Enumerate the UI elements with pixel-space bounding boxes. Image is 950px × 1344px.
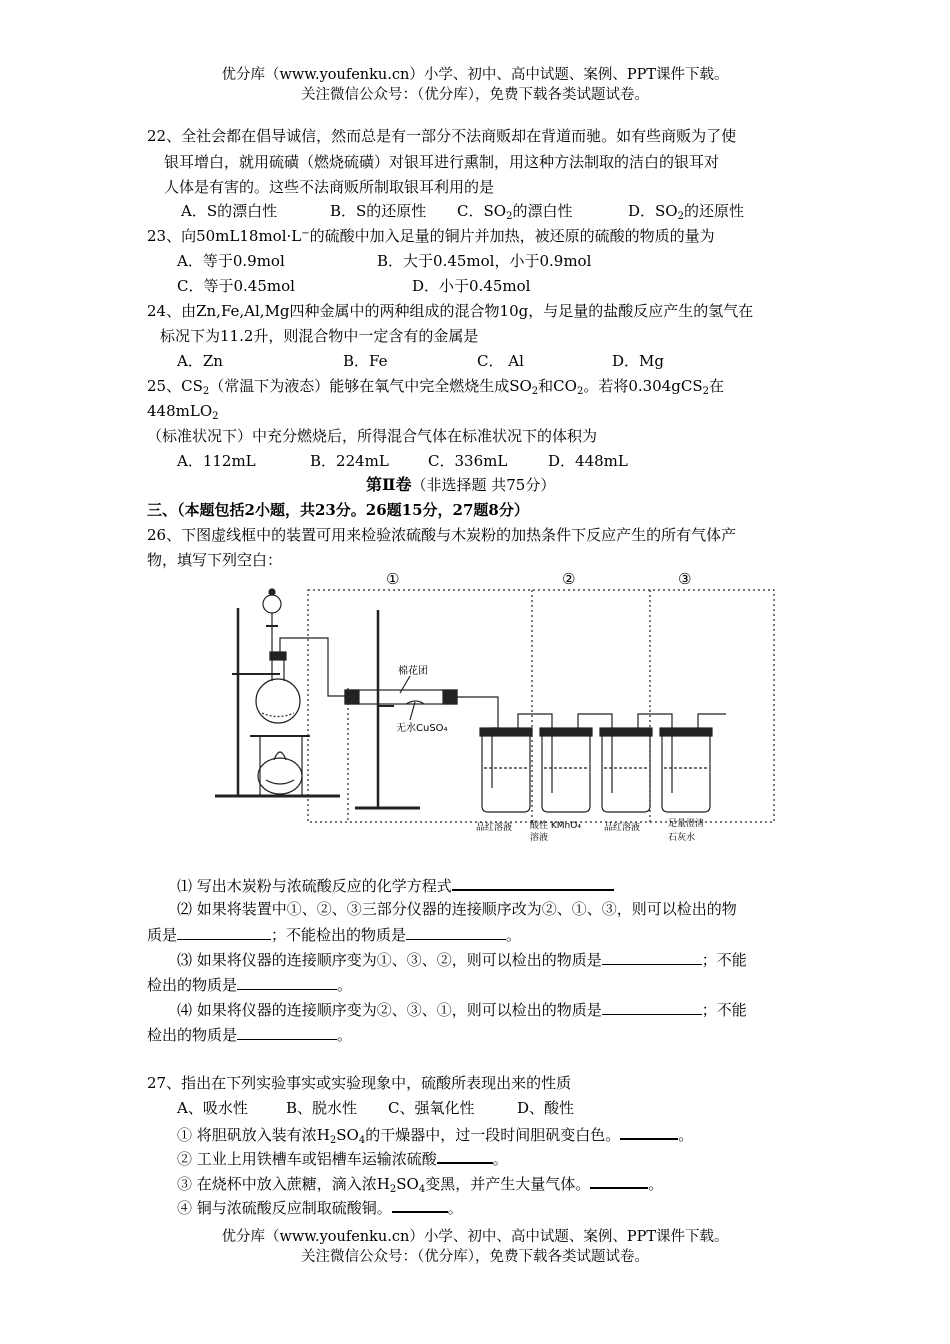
q25-option-a: A．112mL [177, 452, 256, 470]
q24-line1: 24、由Zn,Fe,Al,Mg四种金属中的两种组成的混合物10g，与足量的盐酸反应产生的氢气在 [147, 302, 754, 320]
q26-sub2-blank-undetected[interactable] [406, 924, 506, 940]
bottle4-label-line1: 足量澄清 [668, 819, 705, 829]
page-footer-line1: 优分库（www.youfenku.cn）小学、初中、高中试题、案例、PPT课件下载。 [221, 1229, 729, 1245]
flask-stopper [270, 652, 286, 660]
q27-item1-blank[interactable] [620, 1123, 678, 1140]
separatory-funnel-bulb [263, 595, 281, 613]
section3-heading: 三、（本题包括2小题，共23分。26题15分，27题8分） [147, 501, 529, 519]
q27-option-a: A、吸水性 [177, 1099, 248, 1117]
funnel-stopper [269, 589, 275, 595]
q27-item2-blank[interactable] [437, 1147, 493, 1164]
q26-sub2-line2: 质是 ；不能检出的物质是 。 [147, 926, 522, 944]
q24-option-a: A．Zn [177, 352, 223, 370]
q22-option-a: A．S的漂白性 [181, 202, 278, 220]
q27-option-d: D、酸性 [517, 1099, 575, 1117]
q22-line3: 人体是有害的。这些不法商贩所制取银耳利用的是 [164, 178, 495, 196]
q22-option-d: D．$SO_2$的还原性 [628, 202, 744, 222]
q23-option-c: C．等于0.45mol [177, 277, 295, 295]
figure-label-2: ② [562, 570, 576, 588]
alcohol-lamp [258, 758, 302, 794]
bottle3-label: 品红溶液 [604, 823, 641, 833]
q27-option-b: B、脱水性 [286, 1099, 358, 1117]
drying-tube-stopper-right [443, 690, 457, 704]
part2-heading: 第Ⅱ卷（非选择题 共75分） [366, 475, 556, 494]
page-footer-line2: 关注微信公众号：（优分库），免费下载各类试题试卷。 [301, 1249, 649, 1265]
q27-option-c: C、强氧化性 [388, 1099, 475, 1117]
q26-sub3-blank-undetected[interactable] [237, 974, 337, 990]
drying-tube-stopper-left [345, 690, 359, 704]
q25-line1: 25、$CS_2$（常温下为液态）能够在氧气中完全燃烧生成$SO_2$和$CO_2$。若将0.304gCS$_2$在 [147, 377, 725, 397]
q26-sub2-blank-detected[interactable] [177, 924, 271, 940]
apparatus-diagram [210, 568, 790, 863]
q23-option-d: D．小于0.45mol [412, 277, 531, 295]
q27-item1: ① 将胆矾放入装有浓$H_2SO_4$的干燥器中，过一段时间胆矾变白色。 。 [177, 1123, 693, 1145]
q22-line2: 银耳增白，就用硫磺（燃烧硫磺）对银耳进行熏制，用这种方法制取的洁白的银耳对 [164, 153, 720, 171]
bottle-4 [660, 714, 726, 812]
q25-option-b: B．224mL [310, 452, 389, 470]
q22-option-c: C．$SO_2$的漂白性 [457, 202, 573, 222]
q26-sub3-line2: 检出的物质是 。 [147, 976, 353, 994]
q27-item4-blank[interactable] [392, 1196, 448, 1213]
flask-contents [262, 713, 294, 717]
q22-option-b: B．S的还原性 [330, 202, 427, 220]
q27-item3: ③ 在烧杯中放入蔗糖，滴入浓$H_2SO_4$变黑，并产生大量气体。 。 [177, 1172, 663, 1194]
lamp-liquid [266, 780, 294, 784]
q24-option-d: D．Mg [612, 352, 664, 370]
connector-tube-1 [457, 697, 498, 788]
q26-line2: 物，填写下列空白： [147, 551, 283, 569]
q26-sub4-blank-detected[interactable] [602, 999, 702, 1015]
figure-label-3: ③ [678, 570, 692, 588]
q23-option-a: A．等于0.9mol [177, 252, 285, 270]
q26-sub4-line2: 检出的物质是 。 [147, 1026, 353, 1044]
q22-line1: 22、全社会都在倡导诚信，然而总是有一部分不法商贩却在背道而驰。如有些商贩为了使 [147, 127, 737, 145]
cuso4-label: 无水CuSO₄ [396, 723, 448, 734]
q25-option-d: D．448mL [548, 452, 628, 470]
page-header-line2: 关注微信公众号：（优分库），免费下载各类试题试卷。 [301, 87, 649, 103]
q27-item3-blank[interactable] [590, 1172, 648, 1189]
bottle2-label-line1: 酸性 KMnO₄ [530, 821, 581, 831]
q26-sub1: ⑴ 写出木炭粉与浓硫酸反应的化学方程式 [177, 874, 614, 896]
q26-sub2-line1: ⑵ 如果将装置中①、②、③三部分仪器的连接顺序改为②、①、③，则可以检出的物 [177, 900, 737, 918]
q26-sub3-blank-detected[interactable] [602, 949, 702, 965]
q26-sub3-line1: ⑶ 如果将仪器的连接顺序变为①、③、②，则可以检出的物质是 ；不能 [177, 951, 747, 969]
q27-item4: ④ 铜与浓硫酸反应制取硫酸铜。 。 [177, 1196, 463, 1218]
cuso4-pointer [410, 702, 415, 720]
q26-line1: 26、下图虚线框中的装置可用来检验浓硫酸与木炭粉的加热条件下反应产生的所有气体产 [147, 526, 737, 544]
q25-line2: 448mLO$_2$ [147, 402, 219, 422]
delivery-tube [280, 638, 345, 696]
q27-line1: 27、指出在下列实验事实或实验现象中，硫酸所表现出来的性质 [147, 1074, 572, 1092]
bottle4-label-line2: 石灰水 [668, 833, 696, 843]
page-header-line1: 优分库（www.youfenku.cn）小学、初中、高中试题、案例、PPT课件下载。 [221, 67, 729, 83]
q24-option-c: C． Al [477, 352, 524, 370]
q26-sub4-blank-undetected[interactable] [237, 1024, 337, 1040]
cotton-label: 棉花团 [398, 666, 428, 677]
q23-line1: 23、向50mL18mol·L−的硫酸中加入足量的铜片并加热，被还原的硫酸的物质的量为 [147, 227, 715, 245]
bottle1-label: 品红溶液 [476, 823, 513, 833]
q26-sub4-line1: ⑷ 如果将仪器的连接顺序变为②、③、①，则可以检出的物质是 ；不能 [177, 1001, 747, 1019]
q24-option-b: B．Fe [343, 352, 388, 370]
q26-sub1-answer-blank[interactable] [452, 874, 614, 891]
q23-option-b: B．大于0.45mol，小于0.9mol [377, 252, 592, 270]
q27-item2: ② 工业上用铁槽车或铝槽车运输浓硫酸 。 [177, 1147, 508, 1169]
q24-line2: 标况下为11.2升，则混合物中一定含有的金属是 [160, 327, 479, 345]
figure-label-1: ① [386, 570, 400, 588]
q25-option-c: C．336mL [428, 452, 508, 470]
q25-line3: （标准状况下）中充分燃烧后，所得混合气体在标准状况下的体积为 [147, 427, 598, 445]
bottle2-label-line2: 溶液 [530, 833, 549, 843]
